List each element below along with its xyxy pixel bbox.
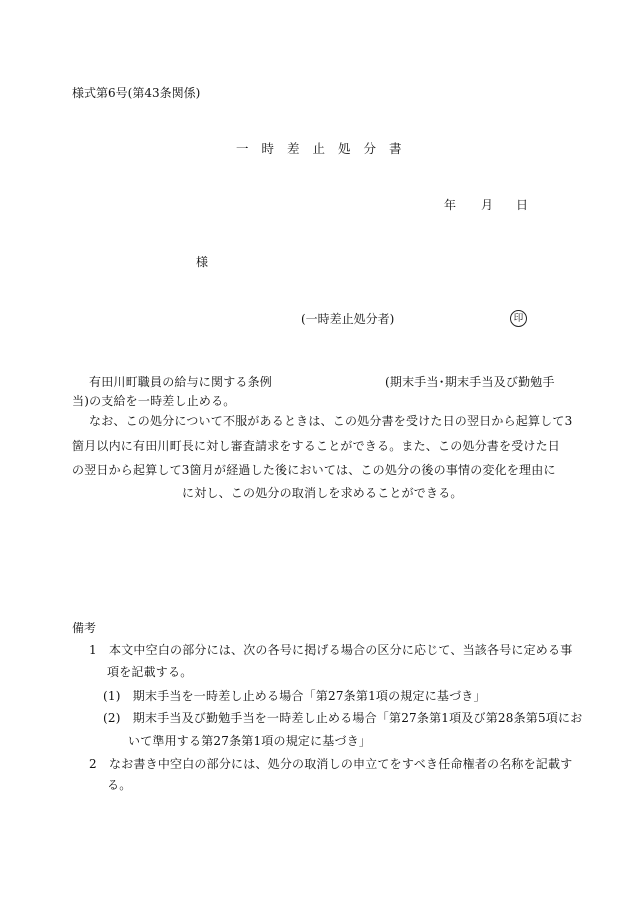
seal-mark: 印 [510,310,527,327]
date-day: 日 [516,198,529,212]
date-month: 月 [481,198,494,212]
remarks-item-2: 2 なお書き中空白の部分には、処分の取消しの申立てをすべき任命権者の名称を記載す [89,757,573,771]
main-line: に対し、この処分の取消しを求めることができる。 [182,486,463,500]
main-line: 当)の支給を一時差し止める。 [72,394,236,408]
main-line: 箇月以内に有田川町長に対し審査請求をすることができる。また、この処分書を受けた日 [72,439,561,453]
date-year: 年 [444,198,457,212]
issuer-label: (一時差止処分者) [301,312,395,326]
document-title: 一時差止処分書 [236,141,415,156]
remarks-item-1-cont: 項を記載する。 [107,665,193,679]
form-number: 様式第6号(第43条関係) [72,86,201,100]
remarks-heading: 備考 [72,621,97,635]
remarks-item-1: 1 本文中空白の部分には、次の各号に掲げる場合の区分に応じて、当該各号に定める事 [89,643,573,657]
remarks-sub-2: (2) 期末手当及び勤勉手当を一時差し止める場合「第27条第1項及び第28条第5項にお [103,711,583,725]
main-line: 有田川町職員の給与に関する条例 [89,375,273,389]
addressee-suffix: 様 [196,255,209,269]
remarks-sub-2-cont: いて準用する第27条第1項の規定に基づき」 [128,734,372,748]
remarks-item-2-cont: る。 [107,778,132,792]
main-line: の翌日から起算して3箇月が経過した後においては、この処分の後の事情の変化を理由に [72,463,556,477]
main-line: なお、この処分について不服があるときは、この処分書を受けた日の翌日から起算して3 [89,414,573,428]
main-line: (期末手当･期末手当及び勤勉手 [385,375,555,389]
remarks-sub-1: (1) 期末手当を一時差し止める場合「第27条第1項の規定に基づき」 [103,689,486,703]
